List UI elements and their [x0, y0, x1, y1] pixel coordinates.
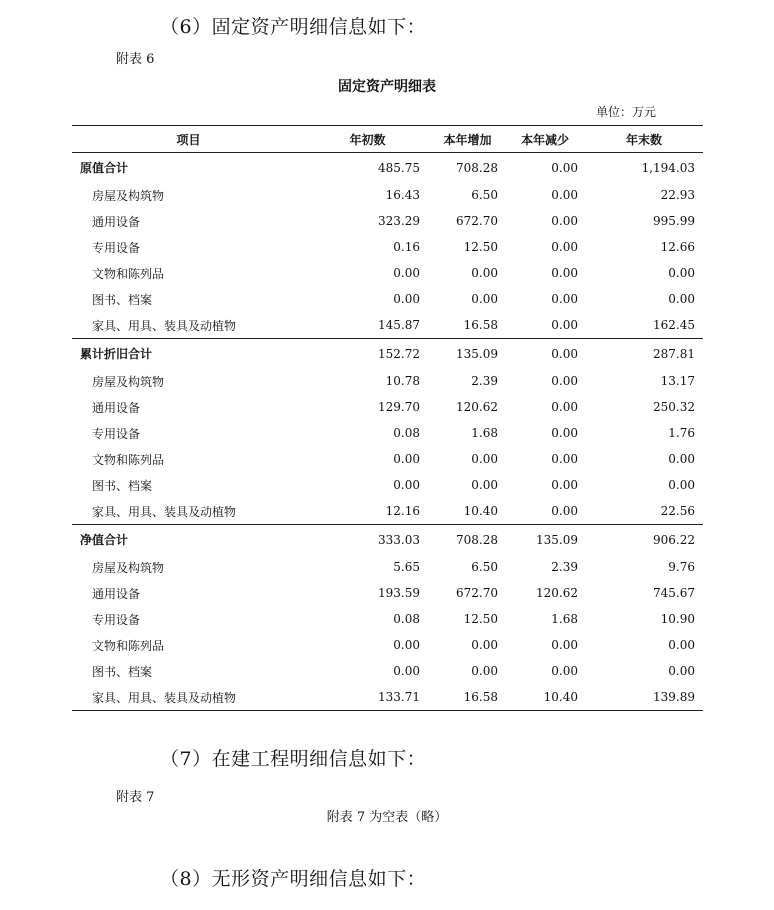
- section-heading-6: （6）固定资产明细信息如下：: [160, 16, 427, 38]
- row-item-label: 房屋及构筑物: [92, 560, 165, 575]
- cell-closing: 1.76: [668, 426, 695, 440]
- cell-increase: 6.50: [471, 560, 498, 574]
- total-row-original-value: [72, 153, 703, 183]
- cell-increase: 12.50: [463, 240, 498, 254]
- row-item-label: 图书、档案: [92, 664, 153, 679]
- cell-increase: 708.28: [430, 525, 505, 555]
- row-item-label: 房屋及构筑物: [92, 188, 165, 203]
- cell-closing: 9.76: [668, 560, 695, 574]
- cell-decrease: 2.39: [551, 560, 578, 574]
- cell-decrease: 0.00: [505, 339, 585, 369]
- cell-decrease: 0.00: [551, 266, 578, 280]
- row-item-label: 专用设备: [92, 612, 141, 627]
- row-item-label: 原值合计: [72, 153, 305, 183]
- cell-decrease: 0.00: [551, 426, 578, 440]
- cell-decrease: 0.00: [551, 240, 578, 254]
- table-row: [72, 580, 703, 606]
- cell-opening: 5.65: [393, 560, 420, 574]
- total-row-net-value: [72, 525, 703, 555]
- column-header-closing: 年末数: [585, 126, 703, 153]
- table-row: [72, 208, 703, 234]
- cell-decrease: 0.00: [551, 318, 578, 332]
- cell-increase: 0.00: [471, 292, 498, 306]
- table-row: [72, 286, 703, 312]
- row-item-label: 文物和陈列品: [92, 638, 165, 653]
- row-item-label: 通用设备: [92, 586, 141, 601]
- cell-closing: 139.89: [585, 684, 703, 711]
- cell-decrease: 10.40: [505, 684, 585, 711]
- cell-increase: 6.50: [471, 188, 498, 202]
- row-item-label: 通用设备: [92, 214, 141, 229]
- section-heading-8: （8）无形资产明细信息如下：: [160, 868, 427, 890]
- cell-decrease: 0.00: [551, 292, 578, 306]
- cell-closing: 287.81: [585, 339, 703, 369]
- table-row: [72, 554, 703, 580]
- table-row: [72, 182, 703, 208]
- cell-increase: 16.58: [463, 318, 498, 332]
- cell-increase: 135.09: [430, 339, 505, 369]
- cell-closing: 0.00: [668, 266, 695, 280]
- cell-opening: 0.00: [393, 292, 420, 306]
- cell-opening: 0.00: [393, 478, 420, 492]
- table-title: 固定资产明细表: [338, 79, 436, 95]
- cell-opening: 0.00: [393, 452, 420, 466]
- cell-increase: 0.00: [471, 452, 498, 466]
- cell-opening: 152.72: [305, 339, 430, 369]
- cell-decrease: 0.00: [551, 638, 578, 652]
- column-header-increase: 本年增加: [430, 126, 505, 153]
- row-item-label: 图书、档案: [92, 478, 153, 493]
- cell-opening: 0.16: [393, 240, 420, 254]
- table-row: [72, 498, 703, 525]
- cell-opening: 129.70: [378, 400, 420, 414]
- row-item-label: 家具、用具、装具及动植物: [92, 318, 237, 333]
- cell-closing: 22.56: [660, 504, 695, 518]
- table-row: [72, 606, 703, 632]
- table-row: [72, 446, 703, 472]
- row-item-label: 房屋及构筑物: [92, 374, 165, 389]
- cell-closing: 162.45: [653, 318, 695, 332]
- cell-closing: 995.99: [653, 214, 695, 228]
- cell-decrease: 0.00: [551, 188, 578, 202]
- row-item-label: 专用设备: [92, 426, 141, 441]
- table-header-row: [72, 126, 703, 153]
- cell-increase: 708.28: [430, 153, 505, 183]
- cell-opening: 133.71: [305, 684, 430, 711]
- row-item-label: 家具、用具、装具及动植物: [92, 504, 237, 519]
- cell-increase: 16.58: [430, 684, 505, 711]
- cell-opening: 333.03: [305, 525, 430, 555]
- cell-opening: 0.00: [393, 638, 420, 652]
- row-item-label: 文物和陈列品: [92, 452, 165, 467]
- row-item-label: 文物和陈列品: [92, 266, 165, 281]
- cell-opening: 0.08: [393, 426, 420, 440]
- table-row: [72, 658, 703, 684]
- table-row: [72, 394, 703, 420]
- cell-increase: 672.70: [456, 586, 498, 600]
- column-header-item: 项目: [72, 126, 305, 153]
- cell-opening: 485.75: [305, 153, 430, 183]
- appendix-label-6: 附表 6: [116, 52, 155, 67]
- table-row: [72, 368, 703, 394]
- cell-decrease: 0.00: [505, 153, 585, 183]
- cell-increase: 12.50: [463, 612, 498, 626]
- cell-opening: 10.78: [385, 374, 420, 388]
- table-body: [72, 153, 703, 711]
- cell-closing: 250.32: [653, 400, 695, 414]
- row-item-label: 专用设备: [92, 240, 141, 255]
- row-item-label: 累计折旧合计: [72, 339, 305, 369]
- unit-label: 单位：万元: [596, 105, 657, 119]
- cell-closing: 0.00: [668, 478, 695, 492]
- table-row: [72, 260, 703, 286]
- cell-opening: 323.29: [378, 214, 420, 228]
- cell-closing: 0.00: [668, 664, 695, 678]
- cell-opening: 0.08: [393, 612, 420, 626]
- row-item-label: 图书、档案: [92, 292, 153, 307]
- cell-closing: 1,194.03: [585, 153, 703, 183]
- empty-table-note: 附表 7 为空表（略）: [326, 810, 448, 825]
- cell-increase: 0.00: [471, 664, 498, 678]
- cell-closing: 0.00: [668, 292, 695, 306]
- cell-increase: 10.40: [463, 504, 498, 518]
- cell-closing: 906.22: [585, 525, 703, 555]
- cell-closing: 12.66: [660, 240, 695, 254]
- table-row: [72, 420, 703, 446]
- cell-closing: 0.00: [668, 452, 695, 466]
- cell-increase: 672.70: [456, 214, 498, 228]
- column-header-opening: 年初数: [305, 126, 430, 153]
- cell-opening: 193.59: [378, 586, 420, 600]
- cell-decrease: 120.62: [536, 586, 578, 600]
- cell-decrease: 0.00: [551, 214, 578, 228]
- section-heading-7: （7）在建工程明细信息如下：: [160, 748, 427, 770]
- cell-increase: 1.68: [471, 426, 498, 440]
- cell-decrease: 0.00: [551, 504, 578, 518]
- cell-increase: 0.00: [471, 266, 498, 280]
- cell-decrease: 0.00: [551, 452, 578, 466]
- cell-opening: 12.16: [385, 504, 420, 518]
- cell-increase: 0.00: [471, 478, 498, 492]
- table-row: [72, 472, 703, 498]
- cell-increase: 0.00: [471, 638, 498, 652]
- cell-closing: 10.90: [660, 612, 695, 626]
- table-row: [72, 312, 703, 339]
- cell-opening: 16.43: [385, 188, 420, 202]
- cell-opening: 145.87: [378, 318, 420, 332]
- cell-opening: 0.00: [393, 664, 420, 678]
- column-header-decrease: 本年减少: [505, 126, 585, 153]
- row-item-label: 家具、用具、装具及动植物: [72, 684, 305, 711]
- fixed-assets-table: [72, 125, 703, 711]
- cell-opening: 0.00: [393, 266, 420, 280]
- table-row: [72, 234, 703, 260]
- cell-closing: 0.00: [668, 638, 695, 652]
- cell-closing: 13.17: [660, 374, 695, 388]
- cell-decrease: 0.00: [551, 400, 578, 414]
- cell-decrease: 0.00: [551, 664, 578, 678]
- row-item-label: 净值合计: [72, 525, 305, 555]
- table-row: [72, 632, 703, 658]
- appendix-label-7: 附表 7: [116, 790, 155, 805]
- table-row: [72, 684, 703, 711]
- cell-closing: 745.67: [653, 586, 695, 600]
- cell-decrease: 1.68: [551, 612, 578, 626]
- total-row-accumulated-depreciation: [72, 339, 703, 369]
- cell-decrease: 0.00: [551, 478, 578, 492]
- cell-decrease: 0.00: [551, 374, 578, 388]
- cell-increase: 120.62: [456, 400, 498, 414]
- cell-decrease: 135.09: [505, 525, 585, 555]
- cell-closing: 22.93: [660, 188, 695, 202]
- row-item-label: 通用设备: [92, 400, 141, 415]
- cell-increase: 2.39: [471, 374, 498, 388]
